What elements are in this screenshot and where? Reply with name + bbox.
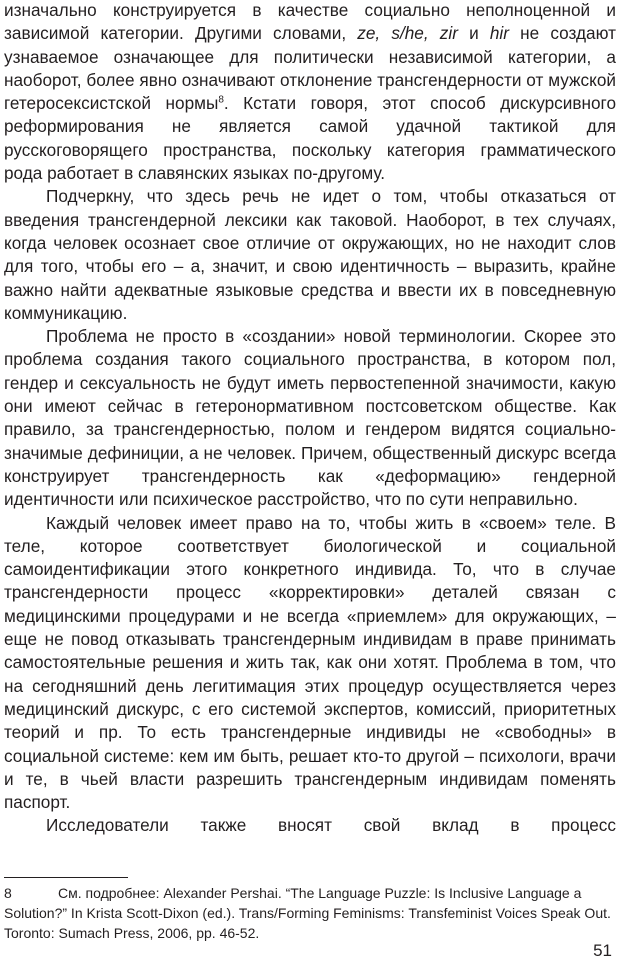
paragraph-1-text-b: и [457, 23, 490, 44]
italic-pronouns: ze, s/he, zir [357, 23, 458, 44]
paragraph-4: Каждый человек имеет право на то, чтобы жить в «своем» теле. В теле, которое соответствует биологической и социальной самоидентификации этого конкретного индивида. То, что в случае трансгендерности процесс «корректировки» деталей связан с медицинскими процедурами и не всегда «приемлем» для окружающих, – еще не повод отказывать трансгендерным индивидам в праве принимать самостоятельные решения и жить так, как они хотят. Проблема в том, что на сегодняшний день легитимация этих процедур осуществляется через медицинский дискурс, с его системой экспертов, комиссий, приоритетных теорий и пр. То есть трансгендерные индивиды не «свободны» в социальной системе: кем им быть, решает кто-то другой – психологи, врачи и те, в чьей власти разрешить трансгендерным индивидам поменять паспорт. [4, 512, 616, 813]
paragraph-1-text-d: . Кстати говоря, этот способ дискурсивного реформирования не является самой удачной тактикой для русскоговорящего пространства, поскольку категория грамматического рода работает в славянских языках по-другому. [4, 93, 617, 184]
page-number: 51 [593, 941, 612, 960]
footnote-reference: 8 [218, 94, 224, 106]
paragraph-2: Подчеркну, что здесь речь не идет о том, чтобы отказаться от введения трансгендерной лексики как таковой. Наоборот, в тех случаях, когда человек осознает свое отличие от окружающих, но не находит слов для того, чтобы его – а, значит, и свою идентичность – выразить, крайне важно найти адекватные языковые средства и ввести их в повседневную коммуникацию. [4, 186, 616, 323]
footnote-text: См. подробнее: Alexander Pershai. “The Language Puzzle: Is Inclusive Language a Solution?” In Krista Scott-Dixon (ed.). Trans/Forming Feminisms: Transfeminist Voices Speak Out. Toronto: Sumach Press, 2006, pp. 46-52. [4, 885, 611, 941]
footnote [4, 883, 616, 943]
paragraph-5: Исследователи также вносят свой вклад в процесс [46, 815, 616, 836]
paragraph-1 [4, 0, 616, 185]
paragraph-1-text-a: изначально конструируется в качестве социально неполноценной и зависимой категории. Другими словами, [4, 0, 616, 44]
italic-pronoun-hir: hir [489, 23, 509, 44]
paragraph-3: Проблема не просто в «создании» новой терминологии. Скорее это проблема создания такого социального пространства, в котором пол, гендер и сексуальность не будут иметь первостепенной значимости, какую они имеют сейчас в гетеронормативном постсоветском обществе. Как правило, за трансгендерностью, полом и гендером видятся социально-значимые дефиниции, а не человек. Причем, общественный дискурс всегда конструирует трансгендерность как «деформацию» гендерной идентичности или психическое расстройство, что по сути неправильно. [4, 326, 616, 510]
footnote-number: 8 [4, 885, 12, 901]
footnote-divider [4, 877, 128, 878]
paragraph-1-text-c: не создают узнаваемое означающее для политически независимой категории, а наоборот, более явно означивают отклонение трансгендерности от мужской гетеросексистской нормы [4, 23, 616, 114]
body-text [4, 0, 616, 838]
